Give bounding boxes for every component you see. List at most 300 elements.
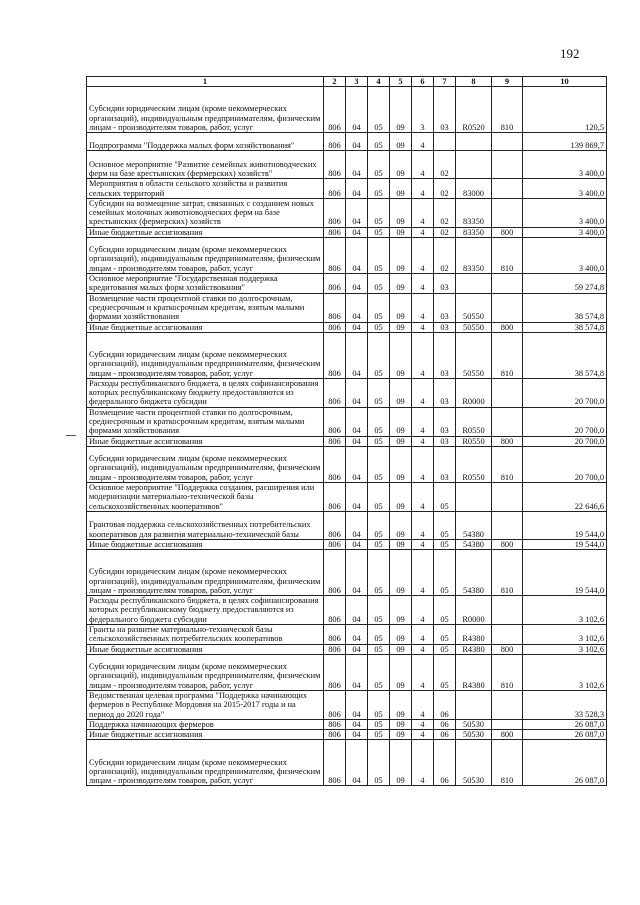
code-cell-c9 (492, 293, 523, 322)
table-row (87, 539, 607, 549)
amount-cell: 26 087,0 (523, 719, 607, 729)
amount-cell: 3 400,0 (523, 179, 607, 199)
code-cell-c5: 09 (390, 654, 412, 690)
code-cell-c7: 06 (434, 740, 456, 786)
code-cell-c5: 09 (390, 690, 412, 719)
amount-cell: 59 274,8 (523, 274, 607, 294)
code-cell-c3: 04 (346, 511, 368, 539)
code-cell-c3: 04 (346, 227, 368, 237)
code-cell-c5: 09 (390, 482, 412, 511)
amount-cell: 38 574,8 (523, 322, 607, 332)
page-number: 192 (560, 46, 580, 61)
code-cell-c5: 09 (390, 151, 412, 179)
code-cell-c9: 800 (492, 539, 523, 549)
row-description: Иные бюджетные ассигнования (87, 322, 324, 332)
code-cell-c8 (456, 274, 492, 294)
code-cell-c5: 09 (390, 238, 412, 274)
code-cell-c7: 02 (434, 198, 456, 227)
code-cell-c7 (434, 133, 456, 151)
code-cell-c6: 4 (412, 644, 434, 654)
code-cell-c9: 810 (492, 238, 523, 274)
amount-cell: 38 574,8 (523, 332, 607, 378)
table-row (87, 511, 607, 539)
code-cell-c4: 05 (368, 539, 390, 549)
code-cell-c5: 09 (390, 293, 412, 322)
code-cell-c4: 05 (368, 719, 390, 729)
code-cell-c8 (456, 133, 492, 151)
code-cell-c5: 09 (390, 378, 412, 407)
header-col-7: 7 (434, 77, 456, 87)
row-description: Поддержка начинающих фермеров (87, 719, 324, 729)
table-row (87, 87, 607, 133)
code-cell-c9 (492, 198, 523, 227)
table-row (87, 436, 607, 446)
code-cell-c3: 04 (346, 238, 368, 274)
code-cell-c4: 05 (368, 407, 390, 436)
amount-cell: 3 400,0 (523, 151, 607, 179)
amount-cell: 3 102,6 (523, 654, 607, 690)
code-cell-c8: R0550 (456, 446, 492, 482)
row-description: Гранты на развитие материально-технической базы сельскохозяйственных потребительских кооперативов (87, 625, 324, 645)
code-cell-c9 (492, 407, 523, 436)
header-col-5: 5 (390, 77, 412, 87)
code-cell-c3: 04 (346, 596, 368, 625)
code-cell-c7: 06 (434, 730, 456, 740)
code-cell-c3: 04 (346, 730, 368, 740)
code-cell-c7: 03 (434, 332, 456, 378)
code-cell-c9: 800 (492, 730, 523, 740)
code-cell-c7: 02 (434, 238, 456, 274)
amount-cell: 19 544,0 (523, 539, 607, 549)
code-cell-c3: 04 (346, 151, 368, 179)
amount-cell: 3 102,6 (523, 625, 607, 645)
header-col-6: 6 (412, 77, 434, 87)
code-cell-c9 (492, 378, 523, 407)
code-cell-c9 (492, 719, 523, 729)
code-cell-c7: 05 (434, 596, 456, 625)
table-row (87, 322, 607, 332)
code-cell-c7: 05 (434, 482, 456, 511)
code-cell-c2: 806 (324, 87, 346, 133)
code-cell-c6: 4 (412, 596, 434, 625)
row-description: Иные бюджетные ассигнования (87, 644, 324, 654)
code-cell-c3: 04 (346, 436, 368, 446)
code-cell-c6: 4 (412, 730, 434, 740)
code-cell-c4: 05 (368, 644, 390, 654)
code-cell-c9 (492, 133, 523, 151)
code-cell-c4: 05 (368, 511, 390, 539)
code-cell-c2: 806 (324, 644, 346, 654)
row-description: Подпрограмма "Поддержка малых форм хозяйствования" (87, 133, 324, 151)
code-cell-c6: 4 (412, 436, 434, 446)
code-cell-c5: 09 (390, 179, 412, 199)
code-cell-c4: 05 (368, 179, 390, 199)
header-col-9: 9 (492, 77, 523, 87)
code-cell-c2: 806 (324, 293, 346, 322)
code-cell-c6: 4 (412, 625, 434, 645)
code-cell-c6: 4 (412, 151, 434, 179)
code-cell-c2: 806 (324, 719, 346, 729)
table-row (87, 332, 607, 378)
code-cell-c2: 806 (324, 511, 346, 539)
row-description: Субсидии юридическим лицам (кроме некоммерческих организаций), индивидуальным предпринимателям, физическим лицам - производителям товаров, работ, услуг (87, 238, 324, 274)
code-cell-c3: 04 (346, 133, 368, 151)
code-cell-c6: 4 (412, 550, 434, 596)
code-cell-c2: 806 (324, 133, 346, 151)
code-cell-c8: R0000 (456, 596, 492, 625)
code-cell-c9 (492, 596, 523, 625)
code-cell-c3: 04 (346, 322, 368, 332)
code-cell-c3: 04 (346, 719, 368, 729)
table-row (87, 238, 607, 274)
row-description: Ведомственная целевая программа "Поддержка начинающих фермеров в Республике Мордовия на 2015-2017 годы и на период до 2020 года" (87, 690, 324, 719)
code-cell-c2: 806 (324, 596, 346, 625)
row-description: Возмещение части процентной ставки по долгосрочным, среднесрочным и краткосрочным кредитам, взятым малыми формами хозяйствования (87, 407, 324, 436)
code-cell-c7: 05 (434, 654, 456, 690)
code-cell-c4: 05 (368, 133, 390, 151)
table-row (87, 151, 607, 179)
code-cell-c8: R4380 (456, 644, 492, 654)
code-cell-c7: 03 (434, 322, 456, 332)
code-cell-c8: 50550 (456, 322, 492, 332)
code-cell-c4: 05 (368, 596, 390, 625)
code-cell-c9: 810 (492, 550, 523, 596)
code-cell-c2: 806 (324, 274, 346, 294)
code-cell-c8 (456, 690, 492, 719)
code-cell-c2: 806 (324, 436, 346, 446)
row-description: Субсидии юридическим лицам (кроме некоммерческих организаций), индивидуальным предпринимателям, физическим лицам - производителям товаров, работ, услуг (87, 740, 324, 786)
code-cell-c5: 09 (390, 436, 412, 446)
table-row (87, 274, 607, 294)
code-cell-c3: 04 (346, 198, 368, 227)
code-cell-c8: 50530 (456, 730, 492, 740)
code-cell-c4: 05 (368, 332, 390, 378)
code-cell-c4: 05 (368, 293, 390, 322)
code-cell-c5: 09 (390, 644, 412, 654)
code-cell-c2: 806 (324, 654, 346, 690)
amount-cell: 20 700,0 (523, 446, 607, 482)
code-cell-c9 (492, 179, 523, 199)
code-cell-c2: 806 (324, 407, 346, 436)
code-cell-c9 (492, 151, 523, 179)
code-cell-c9 (492, 511, 523, 539)
code-cell-c4: 05 (368, 482, 390, 511)
code-cell-c2: 806 (324, 446, 346, 482)
amount-cell: 139 869,7 (523, 133, 607, 151)
code-cell-c6: 4 (412, 238, 434, 274)
code-cell-c2: 806 (324, 550, 346, 596)
table-row (87, 644, 607, 654)
table-row (87, 293, 607, 322)
code-cell-c3: 04 (346, 293, 368, 322)
code-cell-c7: 02 (434, 227, 456, 237)
row-description: Субсидии юридическим лицам (кроме некоммерческих организаций), индивидуальным предпринимателям, физическим лицам - производителям товаров, работ, услуг (87, 446, 324, 482)
amount-cell: 20 700,0 (523, 378, 607, 407)
table-row (87, 482, 607, 511)
row-description: Расходы республиканского бюджета, в целях софинансирования которых республиканскому бюджету предоставляются из федерального бюджета субсидии (87, 378, 324, 407)
code-cell-c8: R0550 (456, 436, 492, 446)
code-cell-c4: 05 (368, 740, 390, 786)
code-cell-c6: 4 (412, 227, 434, 237)
code-cell-c7: 03 (434, 274, 456, 294)
code-cell-c4: 05 (368, 730, 390, 740)
code-cell-c3: 04 (346, 550, 368, 596)
amount-cell: 120,5 (523, 87, 607, 133)
code-cell-c4: 05 (368, 322, 390, 332)
code-cell-c3: 04 (346, 539, 368, 549)
row-description: Субсидии на возмещение затрат, связанных с созданием новых семейных молочных животноводческих ферм на базе крестьянских (фермерских) хозяйств (87, 198, 324, 227)
header-col-10: 10 (523, 77, 607, 87)
row-description: Субсидии юридическим лицам (кроме некоммерческих организаций), индивидуальным предпринимателям, физическим лицам - производителям товаров, работ, услуг (87, 550, 324, 596)
code-cell-c7: 03 (434, 446, 456, 482)
code-cell-c8: 50550 (456, 293, 492, 322)
code-cell-c5: 09 (390, 322, 412, 332)
code-cell-c6: 4 (412, 407, 434, 436)
code-cell-c9: 810 (492, 332, 523, 378)
code-cell-c7: 03 (434, 407, 456, 436)
code-cell-c2: 806 (324, 378, 346, 407)
code-cell-c5: 09 (390, 550, 412, 596)
code-cell-c5: 09 (390, 539, 412, 549)
code-cell-c6: 4 (412, 378, 434, 407)
code-cell-c4: 05 (368, 378, 390, 407)
amount-cell: 3 102,6 (523, 596, 607, 625)
code-cell-c4: 05 (368, 151, 390, 179)
code-cell-c6: 4 (412, 179, 434, 199)
code-cell-c9 (492, 274, 523, 294)
code-cell-c2: 806 (324, 227, 346, 237)
code-cell-c2: 806 (324, 198, 346, 227)
amount-cell: 26 087,0 (523, 730, 607, 740)
amount-cell: 3 400,0 (523, 198, 607, 227)
code-cell-c2: 806 (324, 332, 346, 378)
budget-table (86, 76, 607, 786)
amount-cell: 19 544,0 (523, 511, 607, 539)
code-cell-c9 (492, 482, 523, 511)
table-row (87, 407, 607, 436)
code-cell-c2: 806 (324, 482, 346, 511)
code-cell-c8 (456, 482, 492, 511)
row-description: Иные бюджетные ассигнования (87, 730, 324, 740)
code-cell-c6: 4 (412, 654, 434, 690)
row-description: Основное мероприятие "Государственная поддержка кредитования малых форм хозяйствования" (87, 274, 324, 294)
row-description: Субсидии юридическим лицам (кроме некоммерческих организаций), индивидуальным предпринимателям, физическим лицам - производителям товаров, работ, услуг (87, 654, 324, 690)
code-cell-c8: 83350 (456, 238, 492, 274)
row-description: Основное мероприятие "Развитие семейных животноводческих ферм на базе крестьянских (фермерских) хозяйств" (87, 151, 324, 179)
code-cell-c8: 83000 (456, 179, 492, 199)
code-cell-c5: 09 (390, 227, 412, 237)
table-header-row (87, 77, 607, 87)
amount-cell: 26 087,0 (523, 740, 607, 786)
code-cell-c6: 4 (412, 198, 434, 227)
row-description: Иные бюджетные ассигнования (87, 539, 324, 549)
code-cell-c6: 4 (412, 133, 434, 151)
code-cell-c8: R0550 (456, 407, 492, 436)
code-cell-c6: 4 (412, 539, 434, 549)
code-cell-c5: 09 (390, 596, 412, 625)
code-cell-c4: 05 (368, 446, 390, 482)
code-cell-c8: 54380 (456, 550, 492, 596)
amount-cell: 20 700,0 (523, 436, 607, 446)
table-row (87, 596, 607, 625)
code-cell-c3: 04 (346, 625, 368, 645)
table-row (87, 719, 607, 729)
code-cell-c7: 03 (434, 293, 456, 322)
amount-cell: 3 102,6 (523, 644, 607, 654)
code-cell-c2: 806 (324, 740, 346, 786)
code-cell-c5: 09 (390, 274, 412, 294)
table-row (87, 550, 607, 596)
header-col-3: 3 (346, 77, 368, 87)
code-cell-c7: 03 (434, 87, 456, 133)
code-cell-c4: 05 (368, 198, 390, 227)
code-cell-c5: 09 (390, 198, 412, 227)
code-cell-c9: 810 (492, 446, 523, 482)
code-cell-c9: 800 (492, 644, 523, 654)
code-cell-c7: 02 (434, 179, 456, 199)
code-cell-c5: 09 (390, 332, 412, 378)
amount-cell: 38 574,8 (523, 293, 607, 322)
header-col-1: 1 (87, 77, 324, 87)
code-cell-c5: 09 (390, 740, 412, 786)
code-cell-c6: 4 (412, 293, 434, 322)
table-row (87, 654, 607, 690)
header-col-2: 2 (324, 77, 346, 87)
row-description: Субсидии юридическим лицам (кроме некоммерческих организаций), индивидуальным предпринимателям, физическим лицам - производителям товаров, работ, услуг (87, 332, 324, 378)
amount-cell: 19 544,0 (523, 550, 607, 596)
code-cell-c7: 05 (434, 625, 456, 645)
code-cell-c5: 09 (390, 511, 412, 539)
code-cell-c8: 83350 (456, 227, 492, 237)
row-description: Иные бюджетные ассигнования (87, 436, 324, 446)
table-row (87, 740, 607, 786)
code-cell-c5: 09 (390, 407, 412, 436)
code-cell-c7: 06 (434, 690, 456, 719)
code-cell-c2: 806 (324, 238, 346, 274)
row-description: Основное мероприятие "Поддержка создания, расширения или модернизации материально-технической базы сельскохозяйственных кооперативов" (87, 482, 324, 511)
code-cell-c4: 05 (368, 654, 390, 690)
code-cell-c2: 806 (324, 539, 346, 549)
code-cell-c9: 800 (492, 436, 523, 446)
code-cell-c6: 4 (412, 511, 434, 539)
header-col-8: 8 (456, 77, 492, 87)
row-description: Возмещение части процентной ставки по долгосрочным, среднесрочным и краткосрочным кредитам, взятым малыми формами хозяйствования (87, 293, 324, 322)
code-cell-c8: 83350 (456, 198, 492, 227)
code-cell-c7: 03 (434, 436, 456, 446)
code-cell-c3: 04 (346, 740, 368, 786)
code-cell-c3: 04 (346, 274, 368, 294)
code-cell-c7: 05 (434, 644, 456, 654)
code-cell-c7: 02 (434, 151, 456, 179)
code-cell-c2: 806 (324, 179, 346, 199)
table-row (87, 179, 607, 199)
table-row (87, 227, 607, 237)
code-cell-c5: 09 (390, 133, 412, 151)
amount-cell: 33 528,3 (523, 690, 607, 719)
code-cell-c2: 806 (324, 625, 346, 645)
code-cell-c5: 09 (390, 719, 412, 729)
row-description: Грантовая поддержка сельскохозяйственных потребительских кооперативов для развития материально-технической базы (87, 511, 324, 539)
code-cell-c9: 810 (492, 740, 523, 786)
code-cell-c3: 04 (346, 654, 368, 690)
code-cell-c8: 50550 (456, 332, 492, 378)
code-cell-c2: 806 (324, 690, 346, 719)
table-row (87, 690, 607, 719)
code-cell-c6: 4 (412, 482, 434, 511)
code-cell-c3: 04 (346, 482, 368, 511)
header-col-4: 4 (368, 77, 390, 87)
code-cell-c7: 03 (434, 378, 456, 407)
code-cell-c5: 09 (390, 446, 412, 482)
code-cell-c5: 09 (390, 730, 412, 740)
code-cell-c8: R0000 (456, 378, 492, 407)
code-cell-c9: 800 (492, 227, 523, 237)
code-cell-c7: 05 (434, 539, 456, 549)
code-cell-c3: 04 (346, 179, 368, 199)
code-cell-c3: 04 (346, 690, 368, 719)
code-cell-c8: R4380 (456, 654, 492, 690)
code-cell-c7: 06 (434, 719, 456, 729)
code-cell-c7: 05 (434, 550, 456, 596)
code-cell-c6: 4 (412, 740, 434, 786)
code-cell-c9: 810 (492, 87, 523, 133)
code-cell-c6: 4 (412, 690, 434, 719)
code-cell-c4: 05 (368, 625, 390, 645)
code-cell-c3: 04 (346, 407, 368, 436)
code-cell-c6: 4 (412, 719, 434, 729)
code-cell-c5: 09 (390, 87, 412, 133)
row-description: Субсидии юридическим лицам (кроме некоммерческих организаций), индивидуальным предпринимателям, физическим лицам - производителям товаров, работ, услуг (87, 87, 324, 133)
code-cell-c6: 4 (412, 446, 434, 482)
code-cell-c8 (456, 151, 492, 179)
row-description: Расходы республиканского бюджета, в целях софинансирования которых республиканскому бюджету предоставляются из федерального бюджета субсидии (87, 596, 324, 625)
code-cell-c8: 50530 (456, 740, 492, 786)
table-row (87, 133, 607, 151)
amount-cell: 3 400,0 (523, 227, 607, 237)
code-cell-c3: 04 (346, 87, 368, 133)
code-cell-c2: 806 (324, 151, 346, 179)
table-row (87, 446, 607, 482)
code-cell-c3: 04 (346, 378, 368, 407)
code-cell-c8: 54380 (456, 539, 492, 549)
code-cell-c3: 04 (346, 332, 368, 378)
amount-cell: 20 700,0 (523, 407, 607, 436)
code-cell-c6: 4 (412, 322, 434, 332)
code-cell-c8: 54380 (456, 511, 492, 539)
code-cell-c6: 4 (412, 274, 434, 294)
row-description: Иные бюджетные ассигнования (87, 227, 324, 237)
code-cell-c9 (492, 690, 523, 719)
code-cell-c6: 4 (412, 332, 434, 378)
code-cell-c7: 05 (434, 511, 456, 539)
margin-mark (66, 435, 76, 436)
code-cell-c6: 3 (412, 87, 434, 133)
table-row (87, 378, 607, 407)
code-cell-c8: R4380 (456, 625, 492, 645)
row-description: Мероприятия в области сельского хозяйства и развития сельских территорий (87, 179, 324, 199)
code-cell-c3: 04 (346, 446, 368, 482)
table-row (87, 198, 607, 227)
code-cell-c4: 05 (368, 550, 390, 596)
code-cell-c8: 50530 (456, 719, 492, 729)
code-cell-c4: 05 (368, 87, 390, 133)
code-cell-c9: 800 (492, 322, 523, 332)
amount-cell: 22 646,6 (523, 482, 607, 511)
code-cell-c3: 04 (346, 644, 368, 654)
code-cell-c4: 05 (368, 238, 390, 274)
code-cell-c4: 05 (368, 227, 390, 237)
amount-cell: 3 400,0 (523, 238, 607, 274)
